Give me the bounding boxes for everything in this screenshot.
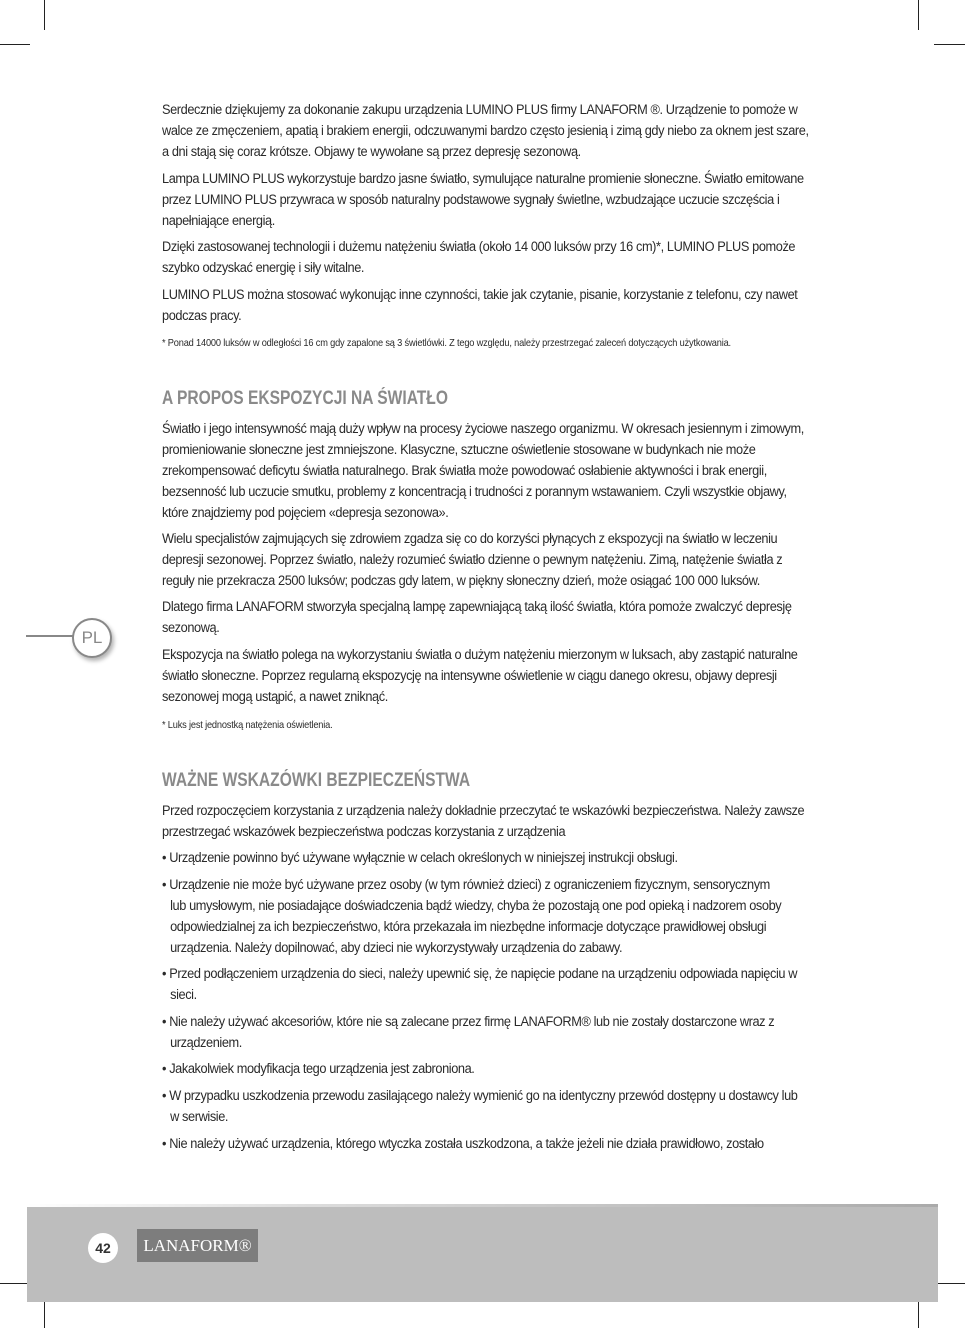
text-line: szybko odzyskać energię i siły witalne.: [162, 260, 365, 276]
safety-bullet: [162, 1134, 872, 1155]
text-line: Ekspozycja na światło polega na wykorzystaniu światła o dużym natężeniu mierzonym w luksach, aby zastąpić naturalne: [162, 647, 798, 663]
safety-bullet: [162, 875, 872, 959]
safety-bullet: [162, 848, 872, 869]
text-line: Lampa LUMINO PLUS wykorzystuje bardzo jasne światło, symulujące naturalne promienie słoneczne. Światło emitowane: [162, 171, 804, 187]
text-line: walce ze zmęczeniem, apatią i brakiem energii, odczuwanymi bardzo często jesienią i zimą gdy niebo za oknem jest szare,: [162, 123, 809, 139]
intro-paragraph: [162, 285, 872, 327]
text-line: sieci.: [170, 987, 197, 1003]
text-line: podczas pracy.: [162, 308, 242, 324]
safety-intro: [162, 801, 872, 843]
page-number: 42: [88, 1233, 118, 1263]
language-tab: PL: [72, 618, 112, 658]
text-line: napełniające energią.: [162, 213, 275, 229]
text-line: Dzięki zastosowanej technologii i dużemu natężeniu światła (około 14 000 luksów przy 16 cm)*, LUMINO PLUS pomoże: [162, 239, 796, 255]
text-line: a dni stają się coraz krótsze. Objawy te wywołane są przez depresję sezonową.: [162, 144, 581, 160]
text-line: Przed rozpoczęciem korzystania z urządzenia należy dokładnie przeczytać te wskazówki bezpieczeństwa. Należy zawsze: [162, 803, 805, 819]
section1-footnote: [162, 718, 872, 732]
text-line: • Urządzenie powinno być używane wyłącznie w celach określonych w niniejszej instrukcji obsługi.: [162, 850, 678, 866]
text-line: • Nie należy używać akcesoriów, które nie są zalecane przez firmę LANAFORM® lub nie zostały dostarczone wraz z: [162, 1014, 775, 1030]
text-line: lub umysłowym, nie posiadające doświadczenia bądź wiedzy, chyba że pozostają one pod opieką i nadzorem osoby: [170, 898, 782, 914]
text-line: depresji sezonowej. Poprzez światło, należy rozumieć światło dzienne o pewnym natężeniu. Zimą, natężenie światła z: [162, 552, 783, 568]
intro-paragraph: [162, 237, 872, 279]
safety-bullet: [162, 1012, 872, 1054]
safety-bullet: [162, 1059, 872, 1080]
intro-paragraph: [162, 169, 872, 232]
text-line: odpowiedzialnej za ich bezpieczeństwo, która przekazała im niezbędne informacje dotyczące prawidłowej obsługi: [170, 919, 767, 935]
text-line: LUMINO PLUS można stosować wykonując inne czynności, takie jak czytanie, pisanie, korzystanie z telefonu, czy nawet: [162, 287, 798, 303]
text-line: Światło i jego intensywność mają duży wpływ na procesy życiowe naszego organizmu. W okresach jesiennym i zimowym,: [162, 421, 804, 437]
text-line: • Urządzenie nie może być używane przez osoby (w tym również dzieci) z ograniczeniem fizycznym, sensorycznym: [162, 877, 770, 893]
safety-bullet: [162, 1086, 872, 1128]
section1-paragraph: [162, 529, 872, 592]
text-line: sezonową.: [162, 620, 220, 636]
text-line: reguły nie przekracza 2500 luksów; podczas gdy latem, w piękny słoneczny dzień, może osiągać 100 000 luksów.: [162, 573, 760, 589]
text-line: zrekompensować deficytu światła naturalnego. Brak światła może powodować osłabienie aktywności i brak energii,: [162, 463, 767, 479]
section-heading-light-exposure: A PROPOS EKSPOZYCJI NA ŚWIATŁO: [162, 388, 448, 409]
text-line: urządzenia. Należy dopilnować, aby dzieci nie wykorzystywały urządzenia do zabawy.: [170, 940, 623, 956]
text-line: światło słoneczne. Poprzez regularną ekspozycję na intensywne oświetlenie w ciągu danego okresu, objawy depresji: [162, 668, 777, 684]
safety-bullet: [162, 964, 872, 1006]
text-line: sezonowej mogą ustąpić, a nawet zniknąć.: [162, 689, 388, 705]
intro-paragraph: [162, 100, 872, 163]
lanaform-logo: LANAFORM®: [137, 1229, 258, 1262]
text-line: bezsenność lub uczucie smutku, problemy z koncentracją i trudności z porannym wstawaniem. Czyli wszystkie objawy,: [162, 484, 787, 500]
text-line: • Nie należy używać urządzenia, którego wtyczka została uszkodzona, a także jeżeli nie działa prawidłowo, zostało: [162, 1136, 764, 1152]
text-line: Wielu specjalistów zajmujących się zdrowiem zgadza się co do korzyści płynących z ekspozycji na światło w leczeniu: [162, 531, 778, 547]
text-line: w serwisie.: [170, 1109, 229, 1125]
text-line: promieniowanie słoneczne jest zmniejszone. Klasyczne, sztuczne oświetlenie stosowane w budynkach nie może: [162, 442, 756, 458]
section-heading-safety: WAŻNE WSKAZÓWKI BEZPIECZEŃSTWA: [162, 770, 471, 791]
intro-footnote: [162, 336, 872, 350]
footnote-text: * Luks jest jednostką natężenia oświetlenia.: [162, 719, 333, 731]
section1-paragraph: [162, 419, 872, 524]
footnote-text: * Ponad 14000 luksów w odległości 16 cm gdy zapalone są 3 świetlówki. Z tego względu, należy przestrzegać zaleceń dotyczących użytkowania.: [162, 337, 731, 349]
text-line: • Przed podłączeniem urządzenia do sieci, należy upewnić się, że napięcie podane na urządzeniu odpowiada napięciu w: [162, 966, 798, 982]
text-line: przestrzegać wskazówek bezpieczeństwa podczas korzystania z urządzenia: [162, 824, 566, 840]
text-line: które znajdziemy pod pojęciem «depresja sezonowa».: [162, 505, 449, 521]
text-line: • Jakakolwiek modyfikacja tego urządzenia jest zabroniona.: [162, 1061, 475, 1077]
section1-paragraph: [162, 597, 872, 639]
text-line: • W przypadku uszkodzenia przewodu zasilającego należy wymienić go na identyczny przewód dostępny u dostawcy lub: [162, 1088, 798, 1104]
text-line: przez LUMINO PLUS przywraca w sposób naturalny podstawowe sygnały świetlne, wzbudzające uczucie szczęścia i: [162, 192, 780, 208]
section1-paragraph: [162, 645, 872, 708]
text-line: Dlatego firma LANAFORM stworzyła specjalną lampę zapewniającą taką ilość światła, która pomoże zwalczyć depresję: [162, 599, 792, 615]
text-line: urządzeniem.: [170, 1035, 242, 1051]
language-tab-line: [26, 635, 74, 637]
text-line: Serdecznie dziękujemy za dokonanie zakupu urządzenia LUMINO PLUS firmy LANAFORM ®. Urządzenie to pomoże w: [162, 102, 798, 118]
